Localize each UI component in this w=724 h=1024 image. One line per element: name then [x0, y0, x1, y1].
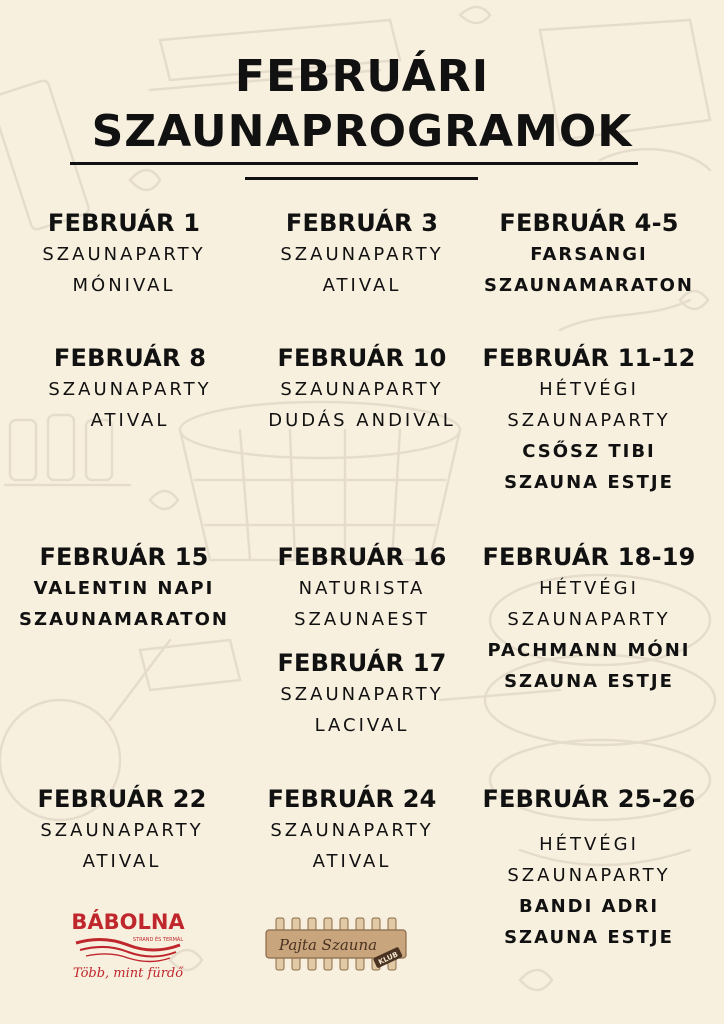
event-date: FEBRUÁR 1 — [47, 209, 201, 237]
event-line: SZAUNAEST — [294, 609, 430, 630]
event-line: ATIVAL — [322, 275, 402, 296]
event-feb-22 — [0, 784, 252, 877]
pajta-logo-name: Pajta Szauna — [278, 936, 378, 954]
event-date: FEBRUÁR 4-5 — [499, 209, 679, 237]
event-date: FEBRUÁR 18-19 — [482, 543, 696, 571]
event-line: BANDI ADRI — [518, 896, 660, 917]
event-line: ATIVAL — [90, 410, 170, 431]
event-line: SZAUNAPARTY — [280, 244, 444, 265]
event-date: FEBRUÁR 16 — [277, 543, 447, 571]
event-line: SZAUNAPARTY — [507, 609, 671, 630]
event-line: SZAUNA ESTJE — [504, 927, 674, 948]
event-date: FEBRUÁR 8 — [53, 344, 207, 372]
event-line: SZAUNAPARTY — [40, 820, 204, 841]
event-feb-4-5 — [459, 208, 719, 301]
page-title-line-1: FEBRUÁRI — [234, 51, 490, 102]
event-line: LACIVAL — [314, 715, 410, 736]
event-line: SZAUNAPARTY — [270, 820, 434, 841]
event-date: FEBRUÁR 25-26 — [482, 785, 696, 813]
event-line: HÉTVÉGI — [539, 578, 639, 599]
event-feb-17 — [232, 648, 492, 741]
event-line: PACHMANN MÓNI — [487, 640, 691, 661]
event-feb-15 — [0, 542, 254, 635]
title-underline-short — [245, 177, 478, 180]
event-date: FEBRUÁR 11-12 — [482, 344, 696, 372]
pajta-logo-klub: KLUB — [377, 950, 400, 967]
event-line: CSŐSZ TIBI — [522, 441, 656, 462]
event-date: FEBRUÁR 3 — [285, 209, 439, 237]
event-line: SZAUNAPARTY — [280, 379, 444, 400]
babolna-logo-name: BÁBOLNA — [71, 910, 185, 934]
pajta-szauna-logo — [262, 912, 410, 976]
event-feb-16 — [232, 542, 492, 635]
event-feb-10 — [232, 343, 492, 436]
event-feb-11-12 — [459, 343, 719, 498]
event-line: SZAUNAPARTY — [48, 379, 212, 400]
event-feb-25-26 — [459, 784, 719, 953]
event-line: ATIVAL — [312, 851, 392, 872]
event-line: SZAUNAPARTY — [507, 410, 671, 431]
event-date: FEBRUÁR 22 — [37, 785, 207, 813]
event-feb-24 — [222, 784, 482, 877]
event-line: MÓNIVAL — [72, 275, 176, 296]
babolna-logo-slogan: Több, mint fürdő — [72, 966, 184, 981]
event-line: SZAUNAMARATON — [19, 609, 229, 630]
event-date: FEBRUÁR 15 — [39, 543, 209, 571]
event-line: HÉTVÉGI — [539, 834, 639, 855]
event-feb-8 — [0, 343, 260, 436]
event-line: SZAUNA ESTJE — [504, 472, 674, 493]
event-line: HÉTVÉGI — [539, 379, 639, 400]
page-title-line-2: SZAUNAPROGRAMOK — [91, 106, 633, 157]
event-date: FEBRUÁR 24 — [267, 785, 437, 813]
event-feb-1 — [0, 208, 254, 301]
event-line: VALENTIN NAPI — [33, 578, 215, 599]
event-feb-18-19 — [459, 542, 719, 697]
event-line: NATURISTA — [298, 578, 426, 599]
event-date: FEBRUÁR 10 — [277, 344, 447, 372]
event-line: SZAUNAPARTY — [280, 684, 444, 705]
event-line: DUDÁS ANDIVAL — [268, 410, 456, 431]
event-line: SZAUNAPARTY — [42, 244, 206, 265]
event-line: ATIVAL — [82, 851, 162, 872]
babolna-logo-sub: STRAND ÉS TERMÁL — [132, 937, 184, 943]
event-feb-3 — [232, 208, 492, 301]
event-line: SZAUNA ESTJE — [504, 671, 674, 692]
event-line: SZAUNAMARATON — [484, 275, 694, 296]
babolna-logo — [58, 905, 198, 985]
event-line: SZAUNAPARTY — [507, 865, 671, 886]
event-date: FEBRUÁR 17 — [277, 649, 447, 677]
event-line: FARSANGI — [530, 244, 648, 265]
title-underline — [70, 162, 638, 165]
